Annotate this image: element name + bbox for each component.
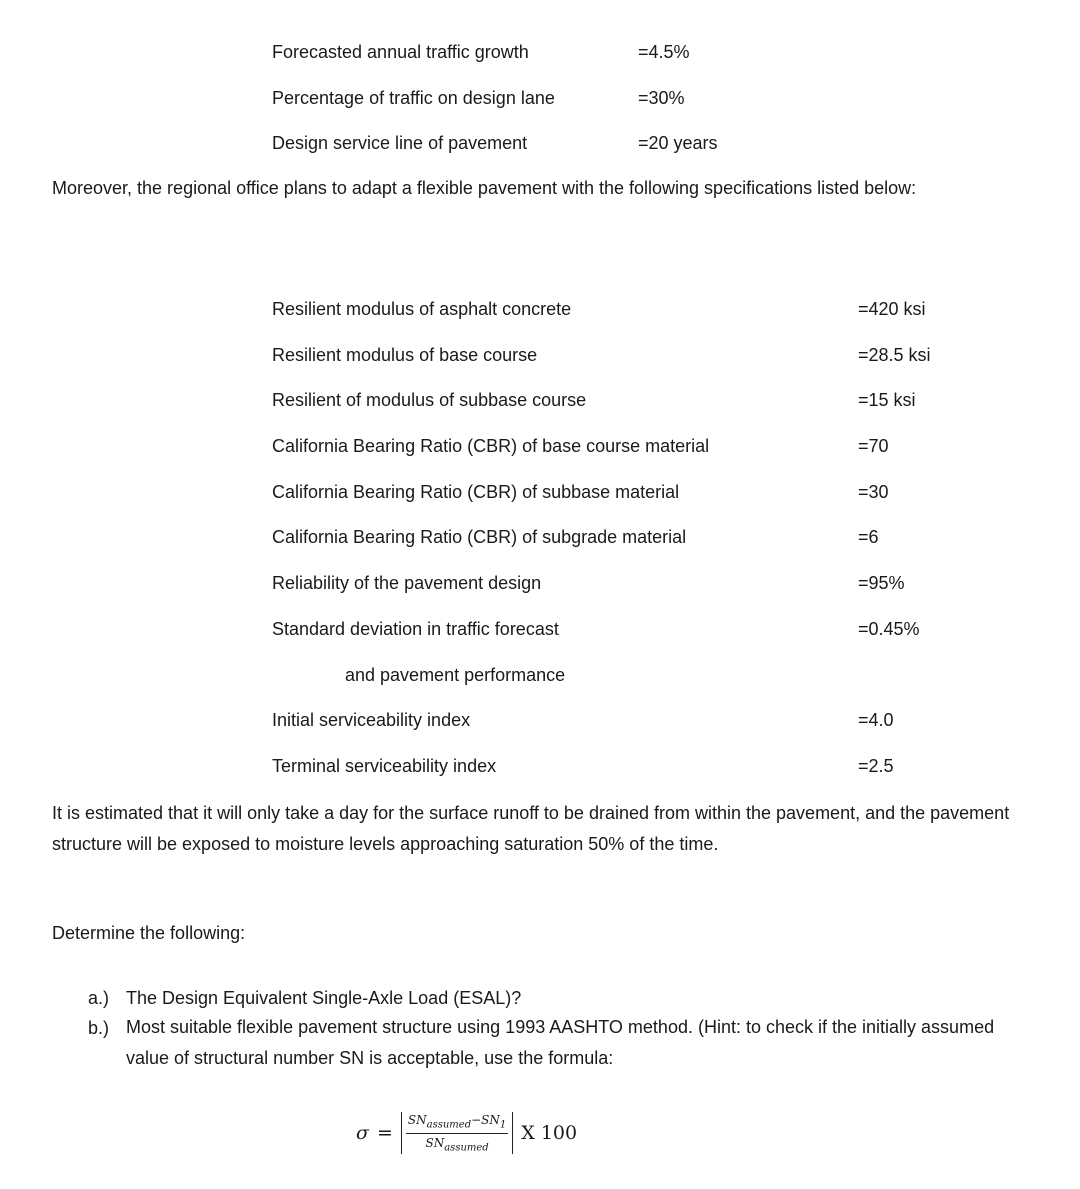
sigma-formula — [356, 1108, 577, 1158]
spec-value: =28.5 ksi — [858, 345, 931, 365]
traffic-param-label: Forecasted annual traffic growth — [272, 42, 529, 62]
spec-label: Standard deviation in traffic forecast — [272, 619, 559, 639]
formula-absolute-value — [401, 1112, 513, 1154]
traffic-param-label: Percentage of traffic on design lane — [272, 88, 555, 108]
spec-label: Initial serviceability index — [272, 710, 471, 730]
formula-numerator — [406, 1113, 508, 1133]
numerator-minus: − — [471, 1113, 482, 1128]
traffic-param-value: =4.5% — [638, 42, 690, 62]
spec-label: California Bearing Ratio (CBR) of base course material — [272, 436, 710, 456]
spec-label: California Bearing Ratio (CBR) of subbase material — [272, 482, 680, 502]
spec-label: Terminal serviceability index — [272, 756, 497, 776]
spec-label: California Bearing Ratio (CBR) of subgrade material — [272, 527, 687, 547]
intro-paragraph: Moreover, the regional office plans to adapt a flexible pavement with the following specifications listed below: — [52, 178, 917, 198]
spec-value: =70 — [858, 436, 889, 456]
spec-label: Resilient of modulus of subbase course — [272, 390, 587, 410]
question-a: The Design Equivalent Single-Axle Load (ESAL)? — [126, 988, 522, 1008]
numerator-sn-sub: assumed — [426, 1119, 472, 1131]
spec-value: =15 ksi — [858, 390, 916, 410]
spec-value: =95% — [858, 573, 905, 593]
determine-heading: Determine the following: — [52, 923, 246, 943]
traffic-param-value: =30% — [638, 88, 685, 108]
spec-value: =6 — [858, 527, 879, 547]
drainage-paragraph: It is estimated that it will only take a day for the surface runoff to be drained from within the pavement, and the pavement structure will be exposed to moisture levels approaching saturation 50% of the time. — [52, 803, 1010, 854]
question-marker: b.) — [88, 1018, 110, 1038]
denominator-sn: SN — [425, 1135, 445, 1150]
formula-denominator — [425, 1134, 488, 1153]
numerator-sn: SN — [407, 1113, 427, 1128]
traffic-param-value: =20 years — [638, 133, 718, 153]
formula-equals: = — [376, 1122, 393, 1144]
numerator-sn1-sub: 1 — [499, 1119, 507, 1131]
formula-multiplier: X 100 — [521, 1122, 578, 1144]
spec-value: =30 — [858, 482, 889, 502]
spec-value: =420 ksi — [858, 299, 926, 319]
spec-label: Reliability of the pavement design — [272, 573, 542, 593]
spec-label: Resilient modulus of asphalt concrete — [272, 299, 572, 319]
formula-fraction — [406, 1113, 508, 1153]
traffic-param-label: Design service line of pavement — [272, 133, 528, 153]
denominator-sn-sub: assumed — [444, 1141, 489, 1153]
question-marker: a.) — [88, 988, 110, 1008]
numerator-sn1: SN — [481, 1113, 500, 1128]
spec-value: =2.5 — [858, 756, 894, 776]
question-b: Most suitable flexible pavement structure using 1993 AASHTO method. (Hint: to check if the initially assumed value of structural number SN is acceptable, use the formula: — [126, 1017, 995, 1068]
spec-value: =4.0 — [858, 710, 894, 730]
spec-label-continuation: and pavement performance — [345, 665, 566, 685]
formula-sigma: σ — [356, 1122, 369, 1144]
spec-label: Resilient modulus of base course — [272, 345, 538, 365]
spec-value: =0.45% — [858, 619, 920, 639]
